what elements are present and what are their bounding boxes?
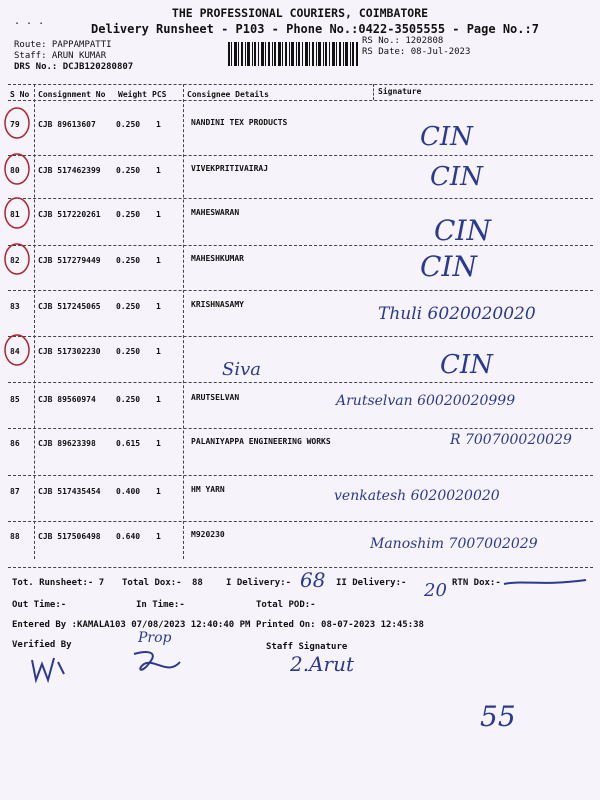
row-divider — [8, 245, 593, 246]
row-consignee: MAHESHKUMAR — [191, 254, 244, 263]
row-extra-handwritten: Siva — [222, 359, 261, 380]
verified-signature-text: Prop — [138, 630, 172, 646]
row-signature: Thuli 6020020020 — [378, 304, 536, 324]
i-delivery-label: I Delivery:- — [226, 578, 292, 588]
row-pcs: 1 — [156, 439, 161, 448]
row-weight: 0.615 — [116, 439, 141, 448]
row-consignee: HM YARN — [191, 485, 225, 494]
col-divider — [373, 84, 374, 100]
row-circle-mark — [2, 333, 36, 367]
row-signature: R 700700020029 — [450, 432, 572, 448]
row-consignment: CJB 89560974 — [38, 395, 96, 404]
header-dots: . . . — [14, 16, 45, 27]
row-circle-mark — [2, 106, 36, 140]
col-header-weight: Weight — [118, 90, 147, 99]
row-signature: CIN — [434, 214, 491, 247]
total-dox-label: Total Dox:- — [122, 578, 182, 588]
row-consignment: CJB 517462399 — [38, 166, 101, 175]
row-pcs: 1 — [156, 347, 161, 356]
ii-delivery-handwritten: 20 — [424, 580, 447, 601]
company-title: THE PROFESSIONAL COURIERS, COIMBATORE — [171, 6, 429, 20]
page-mark-handwritten: 55 — [480, 700, 516, 733]
row-pcs: 1 — [156, 166, 161, 175]
entered-by: Entered By :KAMALA103 07/08/2023 12:40:40 PM — [12, 620, 251, 630]
rtn-dox-label: RTN Dox:- — [452, 578, 501, 588]
row-consignee: PALANIYAPPA ENGINEERING WORKS — [191, 437, 331, 446]
row-pcs: 1 — [156, 395, 161, 404]
row-signature: Arutselvan 60020020999 — [336, 393, 516, 409]
row-pcs: 1 — [156, 120, 161, 129]
row-weight: 0.250 — [116, 256, 141, 265]
out-time-label: Out Time:- — [12, 600, 67, 610]
row-consignment: CJB 89623398 — [38, 439, 96, 448]
col-header-sno: S No — [10, 90, 30, 99]
row-weight: 0.640 — [116, 532, 141, 541]
row-consignee: M920230 — [191, 530, 225, 539]
row-divider — [8, 475, 593, 476]
row-consignment: CJB 517435454 — [38, 487, 101, 496]
runsheet-title: Delivery Runsheet - P103 - Phone No.:0422-3505555 - Page No.:7 — [91, 22, 539, 36]
row-divider — [8, 290, 593, 291]
total-pod-label: Total POD:- — [256, 600, 316, 610]
row-divider — [8, 198, 593, 199]
row-sno: 83 — [10, 302, 20, 311]
row-signature: venkatesh 6020020020 — [334, 488, 500, 504]
row-consignment: CJB 517245065 — [38, 302, 101, 311]
row-consignment: CJB 517279449 — [38, 256, 101, 265]
verified-by-label: Verified By — [12, 640, 72, 650]
tot-runsheet: Tot. Runsheet:- 7 — [12, 578, 105, 588]
verifier-signature — [128, 646, 188, 680]
row-sno: 88 — [10, 532, 20, 541]
verifier-initials-signature — [28, 650, 68, 684]
row-divider — [8, 521, 593, 522]
row-weight: 0.250 — [116, 395, 141, 404]
row-weight: 0.250 — [116, 166, 141, 175]
row-divider — [8, 336, 593, 337]
row-sno: 86 — [10, 439, 20, 448]
row-weight: 0.250 — [116, 347, 141, 356]
row-consignment: CJB 517506498 — [38, 532, 101, 541]
col-header-signature: Signature — [378, 87, 422, 96]
staff-signature-label: Staff Signature — [266, 642, 348, 652]
row-circle-mark — [2, 152, 36, 186]
row-divider — [8, 382, 593, 383]
row-pcs: 1 — [156, 532, 161, 541]
in-time-label: In Time:- — [136, 600, 185, 610]
row-sno: 85 — [10, 395, 20, 404]
row-sno: 87 — [10, 487, 20, 496]
route-label: Route: PAPPAMPATTI — [14, 40, 112, 50]
ii-delivery-label: II Delivery:- — [336, 578, 407, 588]
row-consignee: ARUTSELVAN — [191, 393, 240, 402]
row-signature: CIN — [430, 162, 483, 192]
row-sno: 84 — [10, 347, 20, 356]
row-consignment: CJB 89613607 — [38, 120, 96, 129]
staff-signature-handwritten: 2.Arut — [290, 652, 355, 676]
table-header-line — [8, 100, 593, 101]
row-signature: CIN — [420, 122, 473, 152]
staff-label: Staff: ARUN KUMAR — [14, 51, 107, 61]
row-weight: 0.250 — [116, 210, 141, 219]
row-weight: 0.250 — [116, 302, 141, 311]
rtn-dox-scribble — [502, 576, 588, 588]
row-signature: CIN — [420, 250, 477, 283]
rs-no: RS No.: 1202808 — [362, 36, 444, 46]
row-weight: 0.400 — [116, 487, 141, 496]
row-pcs: 1 — [156, 487, 161, 496]
row-sno: 80 — [10, 166, 20, 175]
barcode-image — [228, 42, 358, 66]
rs-date: RS Date: 08-Jul-2023 — [362, 47, 471, 57]
row-consignee: MAHESWARAN — [191, 208, 240, 217]
row-sno: 79 — [10, 120, 20, 129]
col-header-pcs: PCS — [152, 90, 167, 99]
row-consignment: CJB 517302230 — [38, 347, 101, 356]
printed-on: Printed On: 08-07-2023 12:45:38 — [256, 620, 424, 630]
row-weight: 0.250 — [116, 120, 141, 129]
row-consignment: CJB 517220261 — [38, 210, 101, 219]
row-divider — [8, 155, 593, 156]
total-dox-value: 88 — [192, 578, 203, 588]
i-delivery-handwritten: 68 — [300, 568, 326, 592]
row-circle-mark — [2, 196, 36, 230]
row-pcs: 1 — [156, 256, 161, 265]
row-signature: Manoshim 7007002029 — [370, 536, 538, 552]
row-circle-mark — [2, 242, 36, 276]
row-sno: 81 — [10, 210, 20, 219]
row-consignee: KRISHNASAMY — [191, 300, 244, 309]
row-pcs: 1 — [156, 210, 161, 219]
drs-label: DRS No.: DCJB120280807 — [14, 62, 134, 72]
row-consignee: NANDINI TEX PRODUCTS — [191, 118, 288, 127]
col-header-consignee: Consignee Details — [187, 90, 269, 99]
row-divider — [8, 428, 593, 429]
row-sno: 82 — [10, 256, 20, 265]
row-signature: CIN — [440, 350, 493, 380]
row-consignee: VIVEKPRITIVAIRAJ — [191, 164, 269, 173]
table-top-line — [8, 84, 593, 85]
col-header-consignment: Consignment No — [38, 90, 106, 99]
row-pcs: 1 — [156, 302, 161, 311]
